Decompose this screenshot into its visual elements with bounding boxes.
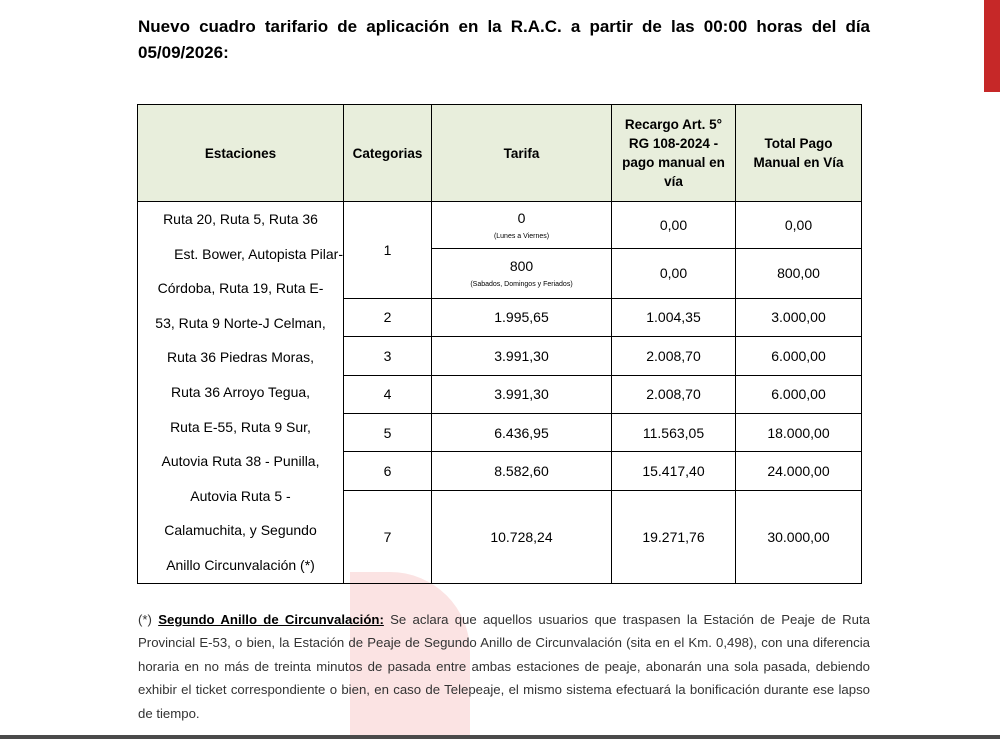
station-line: Autovia Ruta 5 - [190,487,291,504]
recargo-cell: 11.563,05 [612,414,736,452]
footnote-text: Se aclara que aquellos usuarios que traspasen la Estación de Peaje de Ruta Provincial E-53, o bien, la Estación de Peaje de Segundo Anillo de Circunvalación (sita en el Km. 0,498), con una diferencia horaria en no más de treinta minutos de pasada entre ambas estaciones de peaje, abonarán una sola pasada, debiendo exhibir el ticket correspondiente o bien, en caso de Telepeaje, el mismo sistema efectuará la bonificación durante ese lapso de tiempo. [138,612,870,721]
tarifa-cell: 6.436,95 [432,414,612,452]
recargo-cell: 19.271,76 [612,490,736,583]
total-cell: 6.000,00 [736,337,862,375]
station-line: Est. Bower, Autopista Pilar- [174,245,343,262]
tarifa-cell-weekend [432,248,612,298]
header-tarifa: Tarifa [432,105,612,202]
recargo-cell: 1.004,35 [612,298,736,336]
station-line: Ruta 36 Piedras Moras, [166,349,315,366]
station-line: Anillo Circunvalación (*) [166,556,315,573]
tarifa-cell-weekday [432,202,612,249]
station-line: Ruta E-55, Ruta 9 Sur, [170,418,311,435]
tarifa-cell: 3.991,30 [432,375,612,413]
categoria-cell: 6 [344,452,432,490]
header-categorias: Categorias [344,105,432,202]
footnote [138,608,870,725]
table-row-cat1-weekday [138,202,862,249]
recargo-cell: 2.008,70 [612,375,736,413]
total-cell: 3.000,00 [736,298,862,336]
header-total [736,105,862,202]
categoria-cell: 4 [344,375,432,413]
categoria-cell: 1 [344,202,432,299]
station-line: 53, Ruta 9 Norte-J Celman, [155,314,326,331]
side-accent-bar [984,0,1000,92]
tariff-table [137,104,862,584]
station-line: Ruta 36 Arroyo Tegua, [170,383,311,400]
categoria-cell: 3 [344,337,432,375]
tarifa-note: (Sabados, Domingos y Feriados) [470,281,573,289]
bottom-strip [0,735,1000,739]
table-header-row [138,105,862,202]
categoria-cell: 7 [344,490,432,583]
categoria-cell: 2 [344,298,432,336]
total-cell: 30.000,00 [736,490,862,583]
header-recargo-text: Recargo Art. 5° RG 108-2024 - pago manual en vía [622,117,725,189]
page-heading: Nuevo cuadro tarifario de aplicación en la R.A.C. a partir de las 00:00 horas del día 05/09/2026: [138,17,870,62]
tarifa-cell: 1.995,65 [432,298,612,336]
recargo-cell: 0,00 [612,202,736,249]
recargo-cell: 2.008,70 [612,337,736,375]
tarifa-cell: 10.728,24 [432,490,612,583]
station-line: Calamuchita, y Segundo [164,522,317,539]
stations-cell [138,202,344,584]
tarifa-cell: 8.582,60 [432,452,612,490]
total-cell: 6.000,00 [736,375,862,413]
header-recargo [612,105,736,202]
header-estaciones: Estaciones [138,105,344,202]
total-cell: 0,00 [736,202,862,249]
recargo-cell: 15.417,40 [612,452,736,490]
footnote-title: Segundo Anillo de Circunvalación: [158,612,384,627]
station-line: Ruta 20, Ruta 5, Ruta 36 [163,211,318,227]
station-line: Autovia Ruta 38 - Punilla, [161,453,320,470]
footnote-marker: (*) [138,612,159,627]
total-cell: 800,00 [736,248,862,298]
total-cell: 18.000,00 [736,414,862,452]
tarifa-value: 0 [517,209,526,226]
total-cell: 24.000,00 [736,452,862,490]
categoria-cell: 5 [344,414,432,452]
tarifa-note: (Lunes a Viernes) [493,232,550,240]
station-line: Córdoba, Ruta 19, Ruta E- [157,280,324,297]
header-total-text: Total Pago Manual en Vía [753,136,844,170]
tarifa-cell: 3.991,30 [432,337,612,375]
tarifa-value: 800 [509,258,534,275]
recargo-cell: 0,00 [612,248,736,298]
